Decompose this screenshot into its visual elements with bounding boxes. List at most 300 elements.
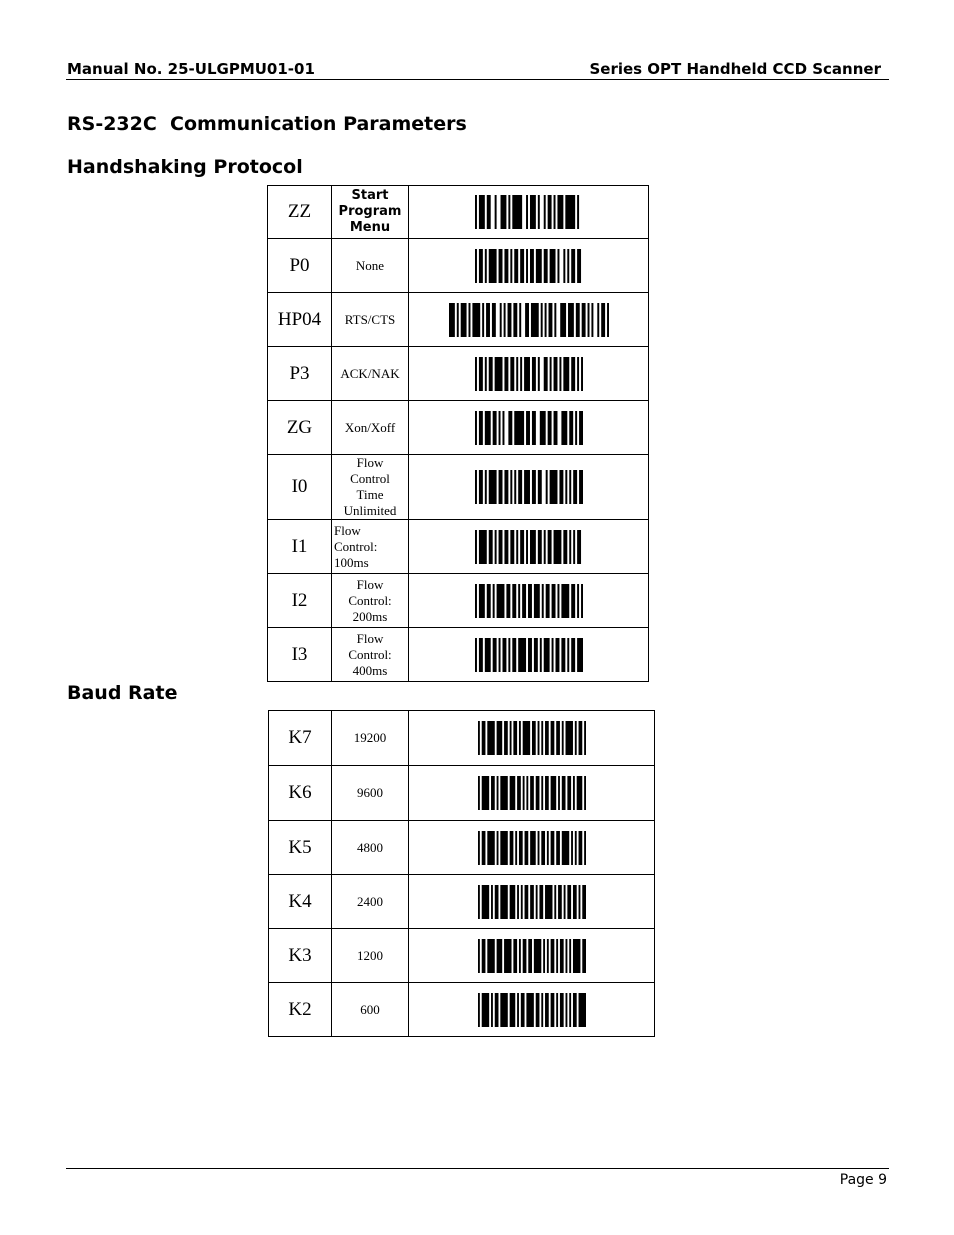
- param-description: 9600: [332, 766, 409, 821]
- param-code: I2: [268, 574, 332, 628]
- barcode-bar: [526, 993, 533, 1027]
- barcode-bar: [494, 357, 502, 391]
- barcode-bar: [543, 249, 547, 283]
- param-description: [332, 401, 409, 455]
- description-line: Time: [356, 487, 384, 502]
- barcode-bar: [581, 303, 585, 337]
- barcode-bar: [524, 470, 530, 504]
- barcode-cell: [409, 711, 655, 766]
- description-line: 100ms: [334, 554, 369, 570]
- barcode-bar: [553, 195, 555, 229]
- barcode-bar: [584, 721, 586, 755]
- barcode-bar: [508, 638, 510, 672]
- param-code: K7: [269, 711, 332, 766]
- barcode: [475, 584, 583, 618]
- barcode-bar: [569, 470, 571, 504]
- barcode-bar: [572, 776, 574, 810]
- param-description: 4800: [332, 821, 409, 875]
- barcode-bar: [572, 993, 576, 1027]
- barcode: [475, 411, 583, 445]
- barcode-bar: [549, 470, 557, 504]
- barcode-bar: [491, 885, 493, 919]
- barcode-bar: [576, 776, 582, 810]
- barcode-bar: [498, 530, 502, 564]
- barcode-bar: [496, 939, 502, 973]
- footer-rule: [66, 1168, 889, 1169]
- description-line: Flow: [356, 576, 384, 592]
- barcode-bar: [530, 303, 538, 337]
- barcode-bar: [481, 885, 488, 919]
- barcode-bar: [537, 530, 541, 564]
- barcode-bar: [498, 470, 502, 504]
- table-row: [269, 711, 655, 766]
- barcode-bar: [510, 249, 512, 283]
- barcode-bar: [549, 249, 555, 283]
- barcode-bar: [556, 831, 560, 865]
- barcode-bar: [475, 530, 477, 564]
- barcode: [475, 249, 583, 283]
- barcode-bar: [539, 638, 541, 672]
- param-code: I1: [268, 520, 332, 574]
- barcode-bar: [561, 584, 569, 618]
- barcode-bar: [558, 776, 560, 810]
- barcode-cell: [409, 766, 655, 821]
- barcode-bar: [551, 584, 555, 618]
- barcode-bar: [484, 357, 486, 391]
- barcode-bar: [567, 638, 569, 672]
- barcode-bar: [539, 885, 543, 919]
- barcode-bar: [518, 939, 520, 973]
- barcode-bar: [550, 776, 556, 810]
- description-line: Control: [350, 471, 390, 486]
- barcode-bar: [486, 195, 490, 229]
- barcode-bar: [571, 584, 575, 618]
- barcode-bar: [559, 993, 563, 1027]
- barcode-bar: [573, 530, 575, 564]
- barcode-bar: [569, 939, 571, 973]
- table-row: [268, 293, 649, 347]
- table-row: [269, 766, 655, 821]
- table-row: [269, 929, 655, 983]
- barcode-bar: [571, 357, 575, 391]
- table-row: [269, 875, 655, 929]
- description-line: Xon/Xoff: [344, 419, 396, 435]
- barcode-bar: [524, 885, 528, 919]
- param-description: 2400: [332, 875, 409, 929]
- barcode-bar: [557, 249, 559, 283]
- barcode-bar: [478, 195, 484, 229]
- barcode-bar: [565, 939, 567, 973]
- barcode-bar: [481, 721, 485, 755]
- barcode-bar: [537, 357, 539, 391]
- barcode-bar: [559, 939, 563, 973]
- baud-rate-heading: Baud Rate: [67, 682, 178, 704]
- param-code: K2: [269, 983, 332, 1037]
- barcode-bar: [478, 939, 480, 973]
- barcode-bar: [478, 584, 484, 618]
- barcode-bar: [571, 638, 575, 672]
- barcode-bar: [522, 584, 526, 618]
- description-line: Program: [338, 204, 402, 219]
- barcode-bar: [568, 303, 574, 337]
- barcode-bar: [478, 249, 482, 283]
- table-row: [268, 574, 649, 628]
- barcode-bar: [535, 993, 539, 1027]
- barcode-bar: [478, 721, 480, 755]
- barcode-bar: [579, 411, 583, 445]
- param-description: 1200: [332, 929, 409, 983]
- description-line: None: [355, 257, 385, 273]
- barcode-bar: [591, 303, 593, 337]
- barcode-bar: [491, 776, 495, 810]
- barcode-bar: [563, 530, 567, 564]
- barcode-bar: [556, 721, 560, 755]
- barcode-bar: [456, 303, 458, 337]
- barcode-bar: [504, 721, 508, 755]
- barcode-bar: [487, 939, 494, 973]
- barcode-bar: [579, 470, 583, 504]
- description-line: Control:: [334, 538, 378, 554]
- barcode-bar: [556, 993, 558, 1027]
- barcode-bar: [487, 831, 494, 865]
- barcode-bar: [528, 939, 532, 973]
- table-row: [268, 347, 649, 401]
- barcode-bar: [573, 470, 577, 504]
- barcode-bar: [565, 195, 575, 229]
- page-number: Page 9: [839, 1172, 887, 1188]
- barcode-bar: [520, 885, 522, 919]
- barcode-bar: [478, 357, 482, 391]
- barcode-bar: [567, 776, 571, 810]
- barcode-bar: [526, 249, 528, 283]
- barcode-cell: [409, 401, 649, 455]
- barcode-bar: [548, 303, 552, 337]
- barcode-bar: [484, 470, 486, 504]
- barcode-bar: [502, 638, 506, 672]
- barcode-bar: [518, 584, 520, 618]
- barcode-bar: [514, 411, 524, 445]
- param-code: K5: [269, 821, 332, 875]
- barcode-bar: [478, 470, 482, 504]
- barcode-bar: [541, 721, 543, 755]
- barcode-bar: [551, 638, 553, 672]
- barcode-bar: [553, 530, 561, 564]
- barcode-bar: [486, 303, 490, 337]
- barcode-bar: [498, 411, 500, 445]
- barcode-bar: [513, 303, 517, 337]
- barcode-bar: [559, 357, 561, 391]
- barcode-bar: [537, 195, 539, 229]
- barcode-bar: [574, 831, 576, 865]
- barcode-bar: [578, 993, 585, 1027]
- barcode-cell: [409, 186, 649, 239]
- barcode-bar: [563, 885, 565, 919]
- barcode-bar: [518, 831, 522, 865]
- barcode-bar: [531, 357, 535, 391]
- barcode-bar: [540, 303, 542, 337]
- table-row: [268, 186, 649, 239]
- barcode-bar: [528, 584, 532, 618]
- barcode-bar: [543, 357, 547, 391]
- barcode-bar: [508, 411, 512, 445]
- barcode-bar: [581, 584, 583, 618]
- barcode: [475, 530, 583, 564]
- barcode-bar: [513, 721, 517, 755]
- barcode-bar: [492, 638, 496, 672]
- barcode-cell: [409, 455, 649, 520]
- barcode-bar: [500, 831, 507, 865]
- header-rule: [66, 79, 889, 80]
- barcode: [475, 195, 583, 229]
- param-description: [332, 293, 409, 347]
- barcode-bar: [492, 584, 494, 618]
- barcode-bar: [546, 831, 548, 865]
- barcode-bar: [561, 831, 568, 865]
- barcode-bar: [545, 993, 549, 1027]
- barcode-bar: [581, 357, 583, 391]
- barcode-bar: [500, 195, 506, 229]
- barcode-bar: [513, 939, 517, 973]
- barcode-bar: [545, 584, 549, 618]
- barcode-bar: [597, 303, 599, 337]
- barcode-bar: [494, 993, 498, 1027]
- table-row: [268, 239, 649, 293]
- barcode-bar: [509, 993, 515, 1027]
- barcode-bar: [546, 939, 548, 973]
- param-code: ZZ: [268, 186, 332, 239]
- manual-number: Manual No. 25-ULGPMU01-01: [67, 60, 315, 78]
- barcode-bar: [577, 584, 579, 618]
- barcode-bar: [460, 303, 466, 337]
- barcode-bar: [578, 885, 580, 919]
- barcode-bar: [601, 303, 605, 337]
- barcode-bar: [522, 721, 529, 755]
- barcode-bar: [514, 249, 518, 283]
- barcode-bar: [475, 470, 477, 504]
- param-description: [332, 455, 409, 520]
- barcode-bar: [500, 993, 507, 1027]
- barcode-bar: [525, 303, 529, 337]
- barcode-bar: [569, 530, 571, 564]
- barcode-bar: [531, 411, 535, 445]
- barcode-bar: [509, 776, 515, 810]
- param-description: [332, 574, 409, 628]
- handshaking-heading: Handshaking Protocol: [67, 156, 303, 178]
- barcode-bar: [516, 530, 518, 564]
- barcode-bar: [577, 530, 581, 564]
- barcode-bar: [528, 638, 532, 672]
- barcode-bar: [481, 993, 488, 1027]
- param-code: I0: [268, 455, 332, 520]
- description-line: Control:: [348, 646, 392, 662]
- barcode-bar: [517, 885, 519, 919]
- barcode-bar: [550, 939, 554, 973]
- baud-rate-table: [268, 710, 655, 1037]
- barcode-bar: [475, 411, 477, 445]
- barcode-bar: [541, 776, 543, 810]
- barcode-bar: [492, 411, 496, 445]
- barcode-bar: [547, 411, 551, 445]
- barcode-bar: [563, 357, 569, 391]
- barcode-bar: [520, 357, 522, 391]
- barcode-bar: [514, 470, 516, 504]
- barcode-bar: [478, 993, 480, 1027]
- barcode-bar: [503, 303, 505, 337]
- barcode-bar: [500, 776, 507, 810]
- barcode: [478, 721, 586, 755]
- handshaking-table: [267, 185, 649, 682]
- barcode-bar: [496, 721, 502, 755]
- barcode-bar: [484, 249, 486, 283]
- param-code: K4: [269, 875, 332, 929]
- barcode-bar: [498, 249, 502, 283]
- param-code: K3: [269, 929, 332, 983]
- barcode-bar: [561, 776, 565, 810]
- barcode-bar: [577, 638, 583, 672]
- barcode-bar: [578, 831, 582, 865]
- barcode-bar: [529, 530, 535, 564]
- description-line: RTS/CTS: [344, 311, 396, 327]
- barcode-bar: [500, 885, 507, 919]
- barcode: [478, 939, 586, 973]
- barcode-bar: [544, 303, 546, 337]
- barcode-bar: [475, 249, 477, 283]
- barcode-bar: [541, 584, 543, 618]
- barcode-bar: [487, 721, 494, 755]
- barcode-bar: [541, 993, 543, 1027]
- barcode-cell: [409, 628, 649, 682]
- barcode-bar: [560, 303, 566, 337]
- barcode-bar: [530, 831, 536, 865]
- barcode-cell: [409, 293, 649, 347]
- barcode-bar: [468, 303, 470, 337]
- barcode-bar: [506, 584, 510, 618]
- barcode-bar: [449, 303, 455, 337]
- param-description: 19200: [332, 711, 409, 766]
- barcode-bar: [520, 249, 524, 283]
- barcode-bar: [522, 939, 526, 973]
- barcode-bar: [587, 303, 589, 337]
- barcode-bar: [522, 776, 524, 810]
- barcode-bar: [504, 357, 508, 391]
- barcode-bar: [545, 776, 549, 810]
- barcode-bar: [519, 303, 521, 337]
- barcode-bar: [565, 721, 572, 755]
- barcode-bar: [502, 411, 504, 445]
- barcode-bar: [574, 721, 576, 755]
- barcode-bar: [498, 638, 500, 672]
- barcode-bar: [496, 776, 498, 810]
- barcode-bar: [509, 831, 513, 865]
- barcode-bar: [475, 638, 477, 672]
- barcode-bar: [572, 939, 579, 973]
- barcode-bar: [531, 470, 535, 504]
- barcode-bar: [529, 249, 533, 283]
- description-line: 400ms: [352, 662, 388, 678]
- param-code: K6: [269, 766, 332, 821]
- barcode-bar: [537, 470, 541, 504]
- barcode-bar: [494, 195, 496, 229]
- barcode-bar: [520, 993, 524, 1027]
- barcode-bar: [535, 776, 539, 810]
- barcode-cell: [409, 520, 649, 574]
- barcode-bar: [530, 776, 534, 810]
- barcode-bar: [491, 303, 495, 337]
- table-row: [269, 983, 655, 1037]
- barcode-bar: [550, 721, 554, 755]
- description-line: Control:: [348, 592, 392, 608]
- barcode-bar: [569, 993, 571, 1027]
- barcode-bar: [530, 885, 534, 919]
- barcode-bar: [526, 530, 528, 564]
- table-row: [269, 821, 655, 875]
- barcode-cell: [409, 875, 655, 929]
- param-code: HP04: [268, 293, 332, 347]
- param-description: 600: [332, 983, 409, 1037]
- barcode-bar: [578, 721, 582, 755]
- barcode-bar: [541, 831, 545, 865]
- barcode-bar: [520, 530, 524, 564]
- barcode-bar: [550, 831, 554, 865]
- barcode-bar: [524, 357, 530, 391]
- barcode-bar: [533, 939, 540, 973]
- barcode: [478, 993, 586, 1027]
- barcode-bar: [475, 357, 477, 391]
- description-line: 200ms: [352, 608, 388, 624]
- description-line: Flow: [334, 522, 361, 538]
- barcode-bar: [478, 776, 480, 810]
- barcode-bar: [569, 411, 573, 445]
- barcode-bar: [504, 939, 511, 973]
- barcode-bar: [550, 993, 554, 1027]
- description-line: ACK/NAK: [340, 365, 400, 381]
- barcode-bar: [535, 249, 541, 283]
- barcode: [449, 303, 609, 337]
- barcode: [478, 776, 586, 810]
- barcode: [475, 470, 583, 504]
- barcode-bar: [537, 831, 539, 865]
- barcode-bar: [507, 303, 511, 337]
- barcode-bar: [543, 530, 545, 564]
- barcode-bar: [567, 249, 569, 283]
- barcode-bar: [545, 721, 549, 755]
- barcode-bar: [567, 885, 571, 919]
- description-line: Unlimited: [343, 503, 397, 518]
- barcode-bar: [504, 470, 508, 504]
- barcode-bar: [499, 303, 501, 337]
- barcode-bar: [533, 638, 537, 672]
- barcode-bar: [478, 638, 482, 672]
- barcode-bar: [543, 939, 545, 973]
- barcode-bar: [475, 195, 477, 229]
- table-row: [268, 520, 649, 574]
- barcode-cell: [409, 239, 649, 293]
- table-row: [268, 455, 649, 520]
- barcode-bar: [512, 195, 522, 229]
- barcode-bar: [508, 195, 510, 229]
- barcode-bar: [558, 885, 562, 919]
- barcode: [478, 831, 586, 865]
- barcode-bar: [554, 885, 556, 919]
- barcode-bar: [532, 721, 536, 755]
- barcode-bar: [575, 303, 579, 337]
- barcode-bar: [518, 638, 526, 672]
- barcode-bar: [547, 195, 551, 229]
- barcode-bar: [561, 411, 567, 445]
- param-code: P0: [268, 239, 332, 293]
- barcode-bar: [577, 195, 579, 229]
- barcode-bar: [561, 638, 565, 672]
